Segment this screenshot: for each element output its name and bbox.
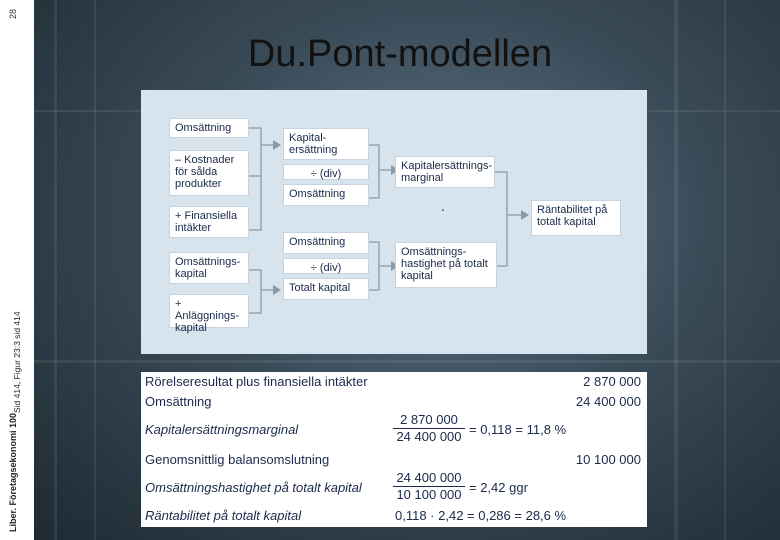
multiply-dot: · — [440, 201, 446, 217]
box-omsattning-col2-bottom: Omsättning — [283, 232, 369, 254]
dupont-diagram — [141, 90, 647, 354]
figure-reference: Sid 414, Figur 23:3 sid 414 — [12, 311, 22, 413]
page-title: Du.Pont-modellen — [247, 33, 553, 75]
fraction-numerator: 24 400 000 — [393, 470, 465, 487]
box-kapitalersattningsmarginal: Kapitalersättnings-marginal — [395, 156, 495, 188]
calc-label: Omsättningshastighet på totalt kapital — [145, 480, 362, 495]
box-omsattning-col2-top: Omsättning — [283, 184, 369, 206]
source-reference — [6, 250, 28, 532]
box-div-1: ÷ (div) — [283, 164, 369, 180]
calculation-table — [141, 372, 647, 527]
box-anlaggningskapital: + Anläggnings-kapital — [169, 294, 249, 328]
left-strip — [0, 0, 34, 540]
calc-label: Omsättning — [145, 394, 212, 409]
book-title: Liber. Företagsekonomi 100 — [8, 412, 18, 532]
fraction-denominator: 10 100 000 — [396, 487, 462, 502]
calc-value: 2 870 000 — [583, 374, 641, 389]
page-number: 28 — [8, 9, 18, 20]
box-div-2: ÷ (div) — [283, 258, 369, 274]
calc-label: Räntabilitet på totalt kapital — [145, 508, 302, 523]
fraction-denominator: 24 400 000 — [396, 429, 462, 444]
calc-row-balansomslutning — [145, 450, 643, 470]
calc-label: Kapitalersättningsmarginal — [145, 422, 299, 437]
calc-result: = 2,42 ggr — [469, 480, 528, 495]
box-kapitalersattning: Kapital-ersättning — [283, 128, 369, 160]
calc-result: = 0,118 = 11,8 % — [469, 422, 567, 437]
box-omsattningskapital: Omsättnings-kapital — [169, 252, 249, 284]
calc-label: Rörelseresultat plus finansiella intäkter — [145, 374, 368, 389]
calc-row-rorelseresultat — [145, 372, 643, 392]
box-kostnader: – Kostnader för sålda produkter — [169, 150, 249, 196]
calc-row-omsattning — [145, 392, 643, 412]
box-totalt-kapital: Totalt kapital — [283, 278, 369, 300]
calc-label: Genomsnittlig balansomslutning — [145, 452, 330, 467]
box-rantabilitet: Räntabilitet på totalt kapital — [531, 200, 621, 236]
box-omsattningshastighet: Omsättnings-hastighet på totalt kapital — [395, 242, 497, 288]
calc-value: 10 100 000 — [575, 452, 641, 467]
fraction-numerator: 2 870 000 — [393, 412, 465, 429]
box-omsattning: Omsättning — [169, 118, 249, 138]
box-finansiella-intakter: + Finansiella intäkter — [169, 206, 249, 238]
calc-result: 0,118 · 2,42 = 0,286 = 28,6 % — [395, 508, 567, 523]
fraction-hastighet — [393, 470, 465, 503]
calc-value: 24 400 000 — [575, 394, 641, 409]
calc-row-rantabilitet — [145, 506, 643, 526]
fraction-marginal — [393, 412, 465, 445]
